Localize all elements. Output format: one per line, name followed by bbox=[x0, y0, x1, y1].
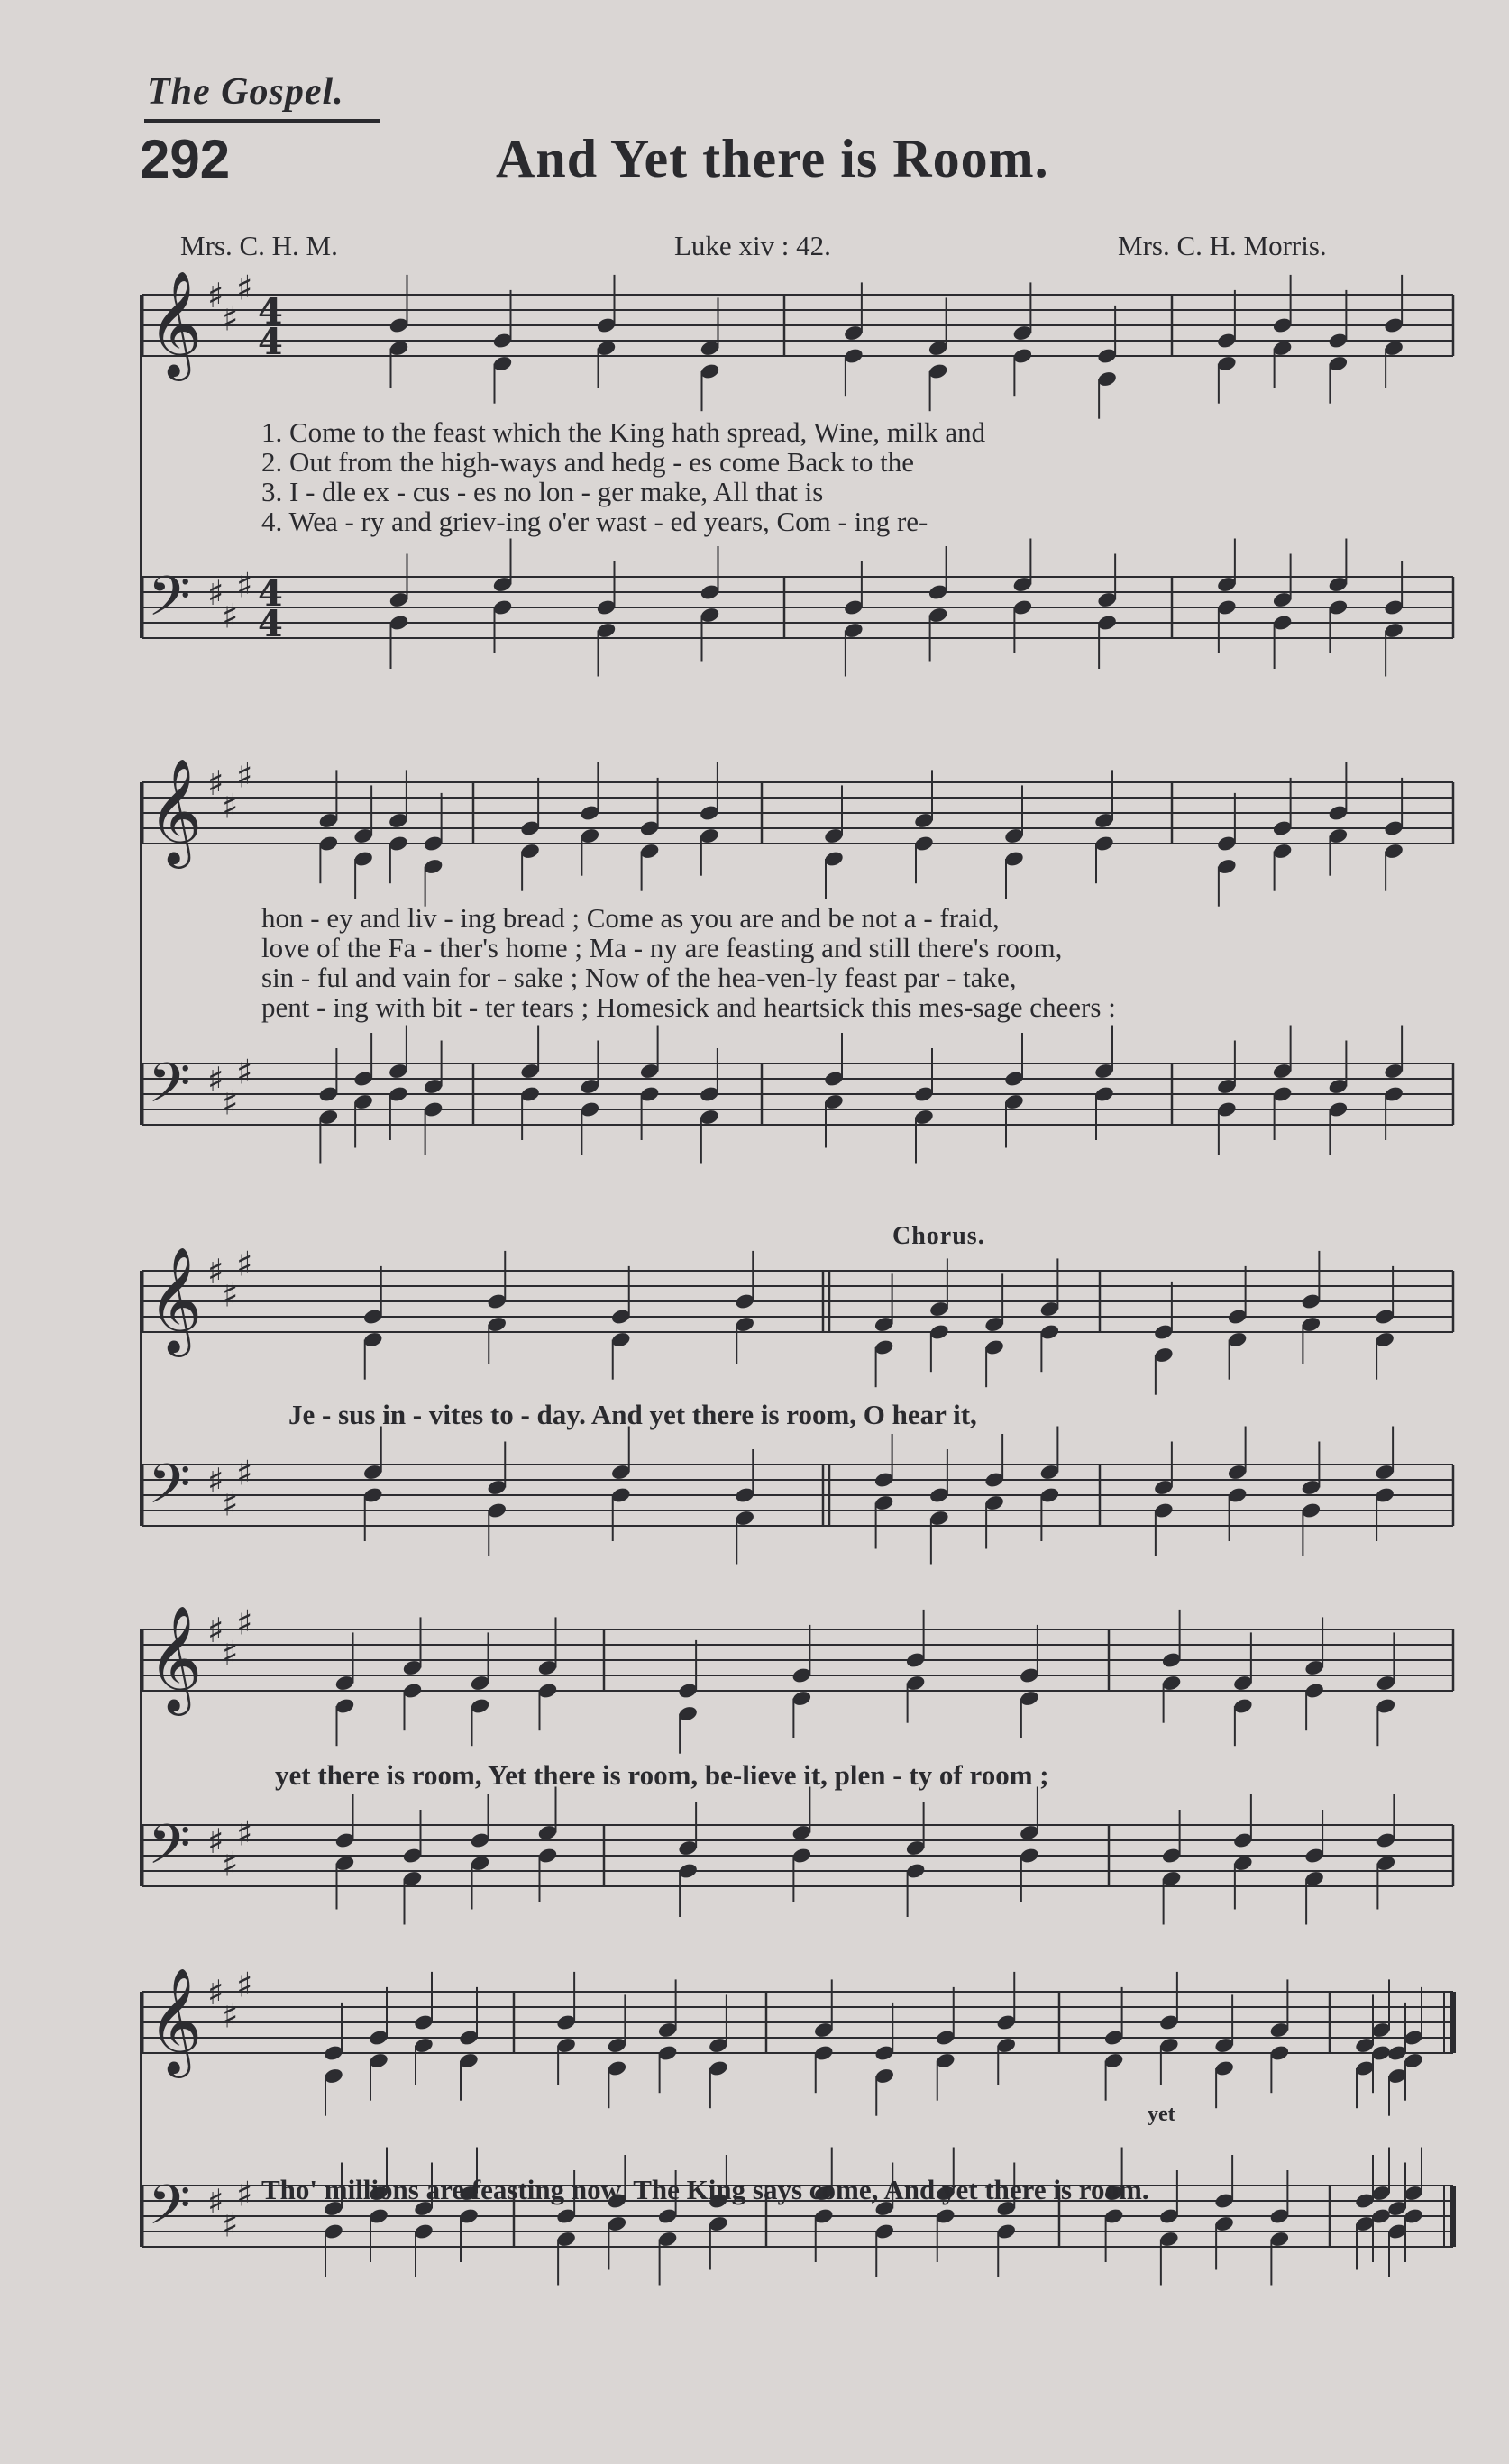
key-sharp: ♯ bbox=[207, 763, 224, 803]
key-sharp: ♯ bbox=[222, 2204, 239, 2245]
key-sharp: ♯ bbox=[222, 1274, 239, 1315]
verse-4-line-system-2: pent - ing with bit - ter tears ; Homesick and heartsick this mes-sage cheers : bbox=[261, 991, 1116, 1023]
key-sharp: ♯ bbox=[207, 1461, 224, 1501]
key-sharp: ♯ bbox=[236, 1453, 253, 1493]
verse-4-line-system-1: 4. Wea - ry and griev-ing o'er wast - ed years, Com - ing re- bbox=[261, 506, 928, 537]
key-sharp: ♯ bbox=[236, 2174, 253, 2214]
chorus-line-2: yet there is room, Yet there is room, be-lieve it, plen - ty of room ; bbox=[275, 1759, 1049, 1791]
verse-3-line-system-2: sin - ful and vain for - sake ; Now of the hea-ven-ly feast par - take, bbox=[261, 962, 1017, 993]
key-sharp: ♯ bbox=[222, 596, 239, 636]
treble-clef: 𝄞 bbox=[148, 757, 203, 865]
key-sharp: ♯ bbox=[207, 1821, 224, 1861]
key-sharp: ♯ bbox=[222, 1633, 239, 1674]
composer-credit: Mrs. C. H. Morris. bbox=[1118, 230, 1327, 261]
bass-clef: 𝄢 bbox=[148, 2173, 191, 2251]
key-sharp: ♯ bbox=[207, 573, 224, 613]
key-sharp: ♯ bbox=[236, 268, 253, 308]
key-sharp: ♯ bbox=[222, 1995, 239, 2036]
verse-2-line-system-2: love of the Fa - ther's home ; Ma - ny are feasting and still there's room, bbox=[261, 932, 1063, 963]
bass-clef: 𝄢 bbox=[148, 1051, 191, 1129]
scripture-reference: Luke xiv : 42. bbox=[674, 230, 831, 261]
hymn-number: 292 bbox=[140, 129, 231, 189]
time-sig-top: 4 bbox=[258, 290, 283, 333]
key-sharp: ♯ bbox=[236, 1244, 253, 1284]
chorus-label: Chorus. bbox=[892, 1222, 985, 1250]
verse-1-line-system-1: 1. Come to the feast which the King hath spread, Wine, milk and bbox=[261, 416, 986, 448]
key-sharp: ♯ bbox=[207, 1060, 224, 1100]
key-sharp: ♯ bbox=[236, 1965, 253, 2005]
key-sharp: ♯ bbox=[207, 276, 224, 315]
time-sig-bottom: 4 bbox=[258, 603, 283, 645]
treble-clef: 𝄞 bbox=[148, 1246, 203, 1354]
chorus-line-1: Je - sus in - vites to - day. And yet there is room, O hear it, bbox=[288, 1399, 977, 1430]
section-heading: The Gospel. bbox=[147, 71, 344, 113]
alto-echo-word: yet bbox=[1148, 2103, 1175, 2126]
verse-1-line-system-2: hon - ey and liv - ing bread ; Come as you are and be not a - fraid, bbox=[261, 902, 1000, 934]
verse-3-line-system-1: 3. I - dle ex - cus - es no lon - ger make, All that is bbox=[261, 476, 824, 507]
treble-clef: 𝄞 bbox=[148, 1604, 203, 1712]
verse-2-line-system-1: 2. Out from the high-ways and hedg - es come Back to the bbox=[261, 446, 915, 478]
treble-clef: 𝄞 bbox=[148, 269, 203, 378]
key-sharp: ♯ bbox=[236, 1602, 253, 1643]
key-sharp: ♯ bbox=[236, 1813, 253, 1854]
key-sharp: ♯ bbox=[207, 1973, 224, 2012]
key-sharp: ♯ bbox=[222, 1844, 239, 1885]
time-sig-bottom: 4 bbox=[258, 321, 283, 363]
time-sig-top: 4 bbox=[258, 572, 283, 615]
hymn-title: And Yet there is Room. bbox=[496, 129, 1049, 188]
key-sharp: ♯ bbox=[207, 1252, 224, 1291]
key-sharp: ♯ bbox=[222, 1082, 239, 1123]
key-sharp: ♯ bbox=[222, 1483, 239, 1524]
key-sharp: ♯ bbox=[222, 298, 239, 339]
treble-clef: 𝄞 bbox=[148, 1967, 203, 2075]
chorus-line-3: Tho' millions are feasting now, The King says come, And yet there is room. bbox=[261, 2174, 1149, 2205]
lyricist-credit: Mrs. C. H. M. bbox=[180, 230, 338, 261]
key-sharp: ♯ bbox=[207, 1611, 224, 1650]
key-sharp: ♯ bbox=[236, 1052, 253, 1092]
bass-clef: 𝄢 bbox=[148, 1812, 191, 1891]
key-sharp: ♯ bbox=[222, 786, 239, 826]
key-sharp: ♯ bbox=[236, 565, 253, 606]
key-sharp: ♯ bbox=[236, 755, 253, 796]
key-sharp: ♯ bbox=[207, 2182, 224, 2222]
bass-clef: 𝄢 bbox=[148, 564, 191, 643]
bass-clef: 𝄢 bbox=[148, 1452, 191, 1530]
